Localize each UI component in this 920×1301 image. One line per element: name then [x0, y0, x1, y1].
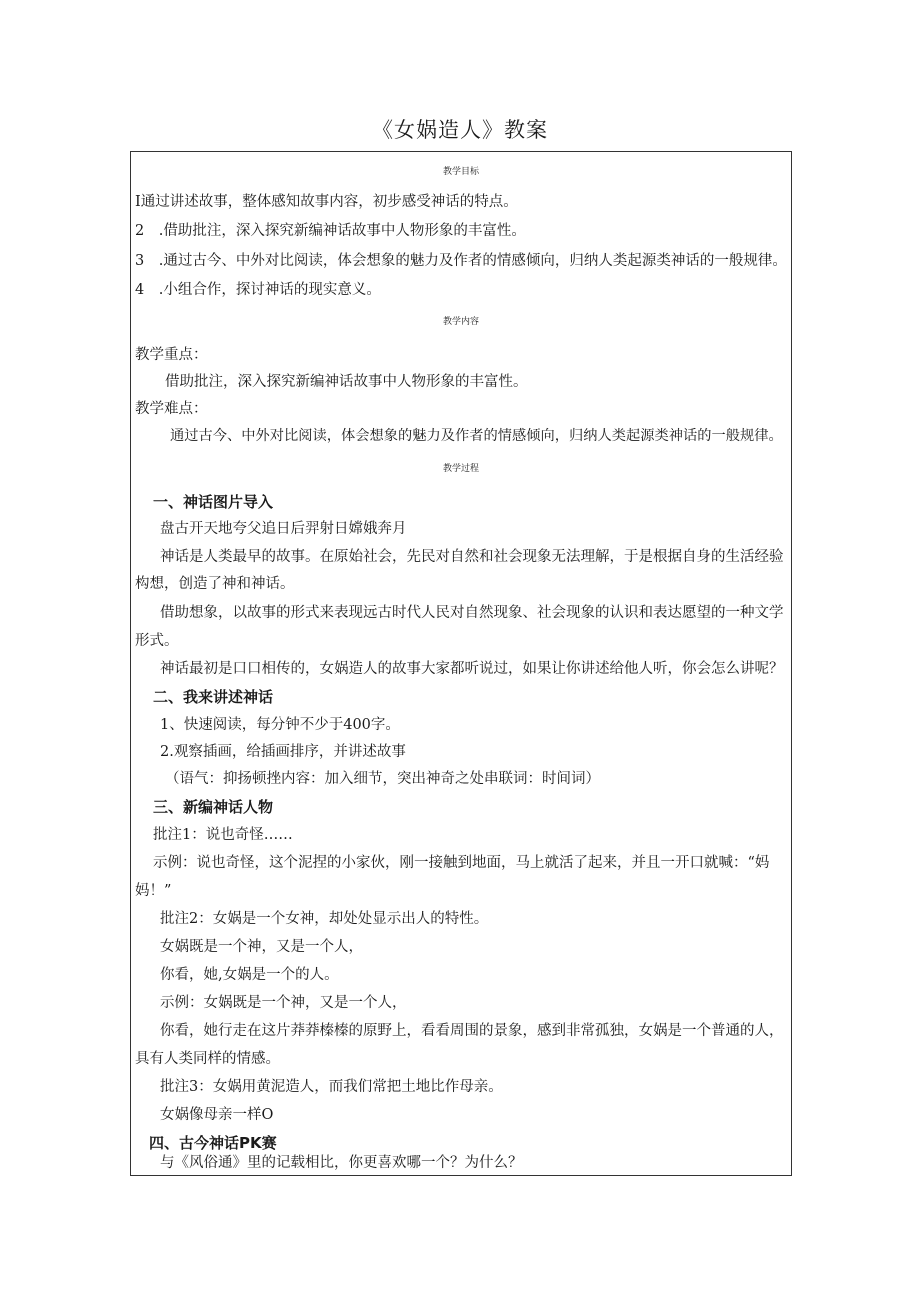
- part3-line: 女娲像母亲一样O: [160, 1107, 274, 1123]
- part3-line: 你看，她,女娲是一个的人。: [160, 967, 339, 983]
- part3-heading: 三、新编神话人物: [153, 798, 274, 816]
- part3-line: 示例：女娲既是一个神，又是一个人，: [160, 995, 407, 1011]
- part1-line: 盘古开天地夸父追日后羿射日嫦娥奔月: [160, 521, 407, 537]
- key-point-text: 借助批注，深入探究新编神话故事中人物形象的丰富性。: [165, 374, 528, 390]
- part1-line: 构想，创造了神和神话。: [135, 576, 295, 592]
- part3-line: 批注2：女娲是一个女神，却处处显示出人的特性。: [160, 911, 489, 927]
- lesson-plan-table: [130, 151, 792, 1176]
- part1-line: 神话是人类最早的故事。在原始社会，先民对自然和社会现象无法理解，于是根据自身的生活经验: [160, 549, 784, 565]
- part2-line: （语气：抑扬顿挫内容：加入细节，突出神奇之处串联词：时间词）: [165, 771, 600, 787]
- process-heading: 教学过程: [442, 464, 479, 474]
- part3-line: 具有人类同样的情感。: [135, 1051, 280, 1067]
- content-heading: 教学内容: [442, 317, 479, 327]
- part2-heading: 二、我来讲述神话: [153, 688, 274, 706]
- part1-line: 借助想象，以故事的形式来表现远古时代人民对自然现象、社会现象的认识和表达愿望的一种文学: [160, 605, 784, 621]
- part1-line: 形式。: [135, 633, 179, 649]
- part3-line: 女娲既是一个神，又是一个人，: [160, 939, 363, 955]
- part3-line: 你看，她行走在这片莽莽榛榛的原野上，看看周围的景象，感到非常孤独，女娲是一个普通的人，: [160, 1023, 784, 1039]
- part1-heading: 一、神话图片导入: [153, 493, 274, 511]
- part2-line: 1、快速阅读，每分钟不少于400字。: [160, 717, 400, 733]
- goal-item-1: I通过讲述故事，整体感知故事内容，初步感受神话的特点。: [135, 194, 518, 210]
- part2-line: 2.观察插画，给插画排序，并讲述故事: [160, 744, 406, 760]
- key-point-label: 教学重点：: [135, 347, 208, 363]
- goal-item-4: 4 .小组合作，探讨神话的现实意义。: [135, 282, 381, 298]
- part3-line: 批注1：说也奇怪……: [153, 827, 293, 843]
- goal-item-3: 3 .通过古今、中外对比阅读，体会想象的魅力及作者的情感倾向，归纳人类起源类神话的一般规律。: [135, 253, 787, 269]
- part3-line: 示例：说也奇怪，这个泥捏的小家伙，刚一接触到地面，马上就活了起来，并且一开口就喊：“妈: [153, 855, 770, 871]
- part4-heading: 四、古今神话PK赛: [149, 1134, 277, 1152]
- difficulty-label: 教学难点：: [135, 401, 208, 417]
- part3-line: 批注3：女娲用黄泥造人，而我们常把土地比作母亲。: [160, 1079, 503, 1095]
- goal-item-2: 2 .借助批注，深入探究新编神话故事中人物形象的丰富性。: [135, 223, 526, 239]
- goals-heading: 教学目标: [442, 167, 479, 177]
- difficulty-text: 通过古今、中外对比阅读，体会想象的魅力及作者的情感倾向，归纳人类起源类神话的一般规律。: [170, 428, 783, 444]
- part4-line: 与《风俗通》里的记载相比，你更喜欢哪一个？为什么？: [160, 1155, 523, 1171]
- part3-line: 妈！”: [135, 883, 172, 899]
- part1-line: 神话最初是口口相传的，女娲造人的故事大家都听说过，如果让你讲述给他人听，你会怎么讲呢？: [160, 661, 784, 677]
- document-title: 《女娲造人》教案: [372, 118, 548, 142]
